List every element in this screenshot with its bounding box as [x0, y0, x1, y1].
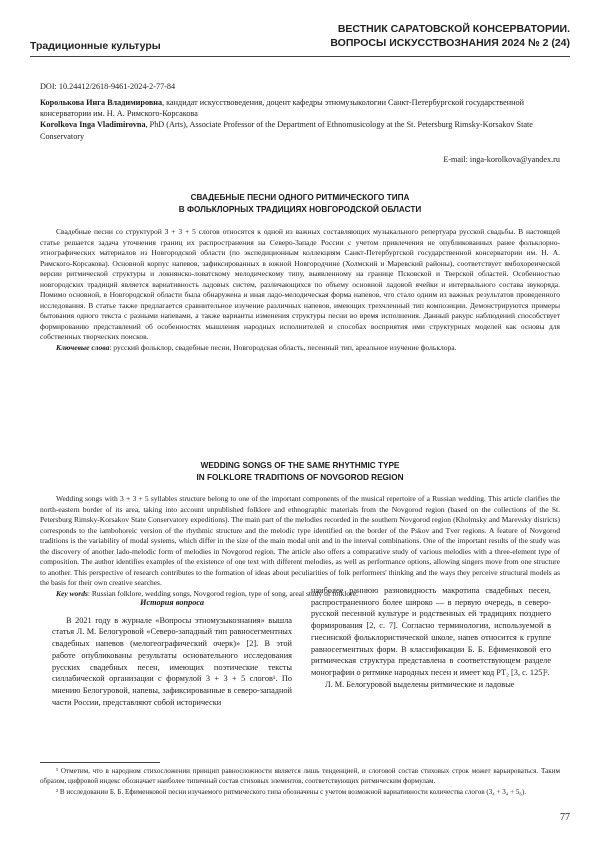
section-heading: Традиционные культуры	[30, 40, 161, 52]
body-column-left	[52, 597, 292, 708]
keywords-ru	[40, 343, 560, 354]
body-paragraph: наиболее раннюю разновидность макротипа свадебных песен, распространенного более широко — в первую очередь, в северо-русской песенной культуре и родственных ей традициях позднего формирования [2, с. 7]. Согласно терминологии, используемой в гнесинской фольклористической школе, напев относится к группе равносегментных форм. В классификации Б. Б. Ефименковой его ритмическая структура представлена в соответствующем разделе монографии о ритмике народных песен и имеет код РТ₂ [3, с. 125]².	[311, 586, 551, 677]
footnote-divider	[40, 762, 160, 763]
footnote-1: ¹ Отметим, что в народном стихосложении принцип равносложности является лишь тенденцией, и слоговой состав стиховых строк может варьироваться. Таким образом, цифровой индекс обозначает наиболее типичный состав стиховых элементов, соответствующих ритмическим формулам.	[40, 767, 560, 785]
footnotes	[40, 766, 560, 798]
author-email: E-mail: inga-korolkova@yandex.ru	[443, 155, 560, 164]
abstract-en-text: Wedding songs with 3 + 3 + 5 syllables structure belong to one of the important components of the musical repertoire of a Russian wedding. This article clarifies the north-eastern border of its area, taking into account unpublished folklore and ethnographic materials from the Novgorod region (based on the collections of the St. Petersburg Rimsky-Korsakov State Conservatory expeditions). The main part of the melodies recorded in the southern Novgorod region (Kholmsky and Marevsky districts) corresponds to the iambohoreic version of the rhythmic structure and the melodic type identified on the border of the Pskov and Tver regions. A feature of Novgorod traditions is the variability of modal systems, which differ in the size of the main modal unit and in the interval combinations. One of the important results of the study was the discovery of another lado-melodic form of melodies in Novgorod region. The article also offers a comparative study of various melodies with a three-element type of composition. The author identifies examples of the existence of one text with different melodies, as well as performance options, allowing singers move from one structure to another. This perspective of research contributes to the formation of ideas about peculiarities of folk performers' thinking and the ways they perceive structural models as the basis for their own creative searches.	[40, 494, 560, 587]
keywords-ru-text: : русский фольклор, свадебные песни, Новгородская область, песенный тип, ареальное изучение фольклора.	[109, 342, 457, 352]
keywords-ru-label: Ключевые слова	[56, 342, 110, 352]
journal-title	[330, 22, 570, 50]
title-en-line1: WEDDING SONGS OF THE SAME RHYTHMIC TYPE	[200, 461, 400, 470]
author-en-name: Korolkova Inga Vladimirovna	[40, 120, 146, 130]
title-ru-line1: СВАДЕБНЫЕ ПЕСНИ ОДНОГО РИТМИЧЕСКОГО ТИПА	[190, 193, 410, 202]
title-ru-line2: В ФОЛЬКЛОРНЫХ ТРАДИЦИЯХ НОВГОРОДСКОЙ ОБЛАСТИ	[178, 205, 422, 214]
author-ru-name: Королькова Инга Владимировна	[40, 98, 163, 107]
footnote-2: ² В исследовании Б. Б. Ефименковой песни изучаемого ритмического типа обозначены с учетом возможной вариативности количества слогов (3₄ + 3₄ + 5₆).	[56, 788, 527, 796]
author-en-affiliation: , PhD (Arts), Associate Professor of the Department of Ethnomusicology at the St. Petersburg Rimsky-Korsakov State Conservatory	[40, 120, 533, 141]
page-number: 77	[560, 812, 570, 823]
body-paragraph: Л. М. Белогуровой выделены ритмические и ладовые	[325, 679, 515, 689]
section-title: История вопроса	[139, 598, 204, 607]
author-info	[40, 97, 560, 142]
keywords-en-text: : Russian folklore, wedding songs, Novgorod region, type of song, areal study of folklore.	[87, 588, 358, 598]
body-column-right	[311, 585, 551, 690]
journal-title-line1: ВЕСТНИК САРАТОВСКОЙ КОНСЕРВАТОРИИ.	[337, 23, 570, 35]
journal-title-line2: ВОПРОСЫ ИСКУССТВОЗНАНИЯ 2024 № 2 (24)	[330, 37, 570, 49]
author-ru	[40, 97, 560, 119]
header-divider	[30, 56, 570, 57]
author-ru-affiliation: , кандидат искусствоведения, доцент кафедры этномузыкологии Санкт-Петербургской государственной консерватории им. Н. А. Римского-Корсакова	[40, 98, 524, 119]
article-title-ru	[40, 192, 560, 216]
abstract-ru-text: Свадебные песни со структурой 3 + 3 + 5 слогов относятся к одной из важных составляющих музыкального репертуара русской свадьбы. В настоящей статье решается задача уточнения границ их распространения на Северо-Западе России с учетом привлечения не опубликованных ранее фольклорно-этнографических материалов из Новгородской области (по экспедиционным коллекциям Санкт-Петербургской государственной консерватории им. Н. А. Римского-Корсакова). Основной корпус напевов, зафиксированных в южной Новгородчине (Холмский и Маревский районы), соответствует ямбохореической версии ритмической структуры и локнянско-ловатскому мелодическому типу, выявленному на границе Псковской и Тверской областей. Особенностью новгородских традиций является вариативность ладовых систем, различающихся по объему основной ладовой ячейки и интервального состава звукоряда. Помимо основной, в Новгородской области была обнаружена и иная ладо-мелодическая форма напевов, что стало одним из важных результатов проведенного исследования. В статье также предлагается сравнительное изучение различных напевов, имеющих трехчленный тип композиции. Демонстрируются примеры бытования одного текста с разными напевами, а также варианты изменения структуры песни во время исполнения. Данный ракурс наблюдений способствует формированию представлений об особенностях мышления народных исполнителей и способах восприятия ими структурных моделей как основы для собственных творческих поисков.	[40, 227, 560, 341]
article-title-en	[40, 460, 560, 484]
body-paragraph: В 2021 году в журнале «Вопросы этномузыкознания» вышла статья Л. М. Белогуровой «Северо-западный тип равносегментных свадебных напевов (мелогеографический очерк)» [2]. В этой работе опубликованы результаты основательного исследования русских свадебных песен, имеющих поэтические тексты силлабической организации с формулой 3 + 3 + 5 слогов¹. По мнению Белогуровой, напевы, зафиксированные в северо-западной части России, представляют собой исторически	[52, 615, 292, 707]
doi: DOI: 10.24412/2618-9461-2024-2-77-84	[40, 82, 176, 91]
keywords-en-label: Key words	[56, 588, 88, 598]
abstract-ru	[40, 227, 560, 353]
abstract-en	[40, 494, 560, 599]
title-en-line2: IN FOLKLORE TRADITIONS OF NOVGOROD REGION	[196, 473, 404, 482]
author-en	[40, 119, 560, 141]
